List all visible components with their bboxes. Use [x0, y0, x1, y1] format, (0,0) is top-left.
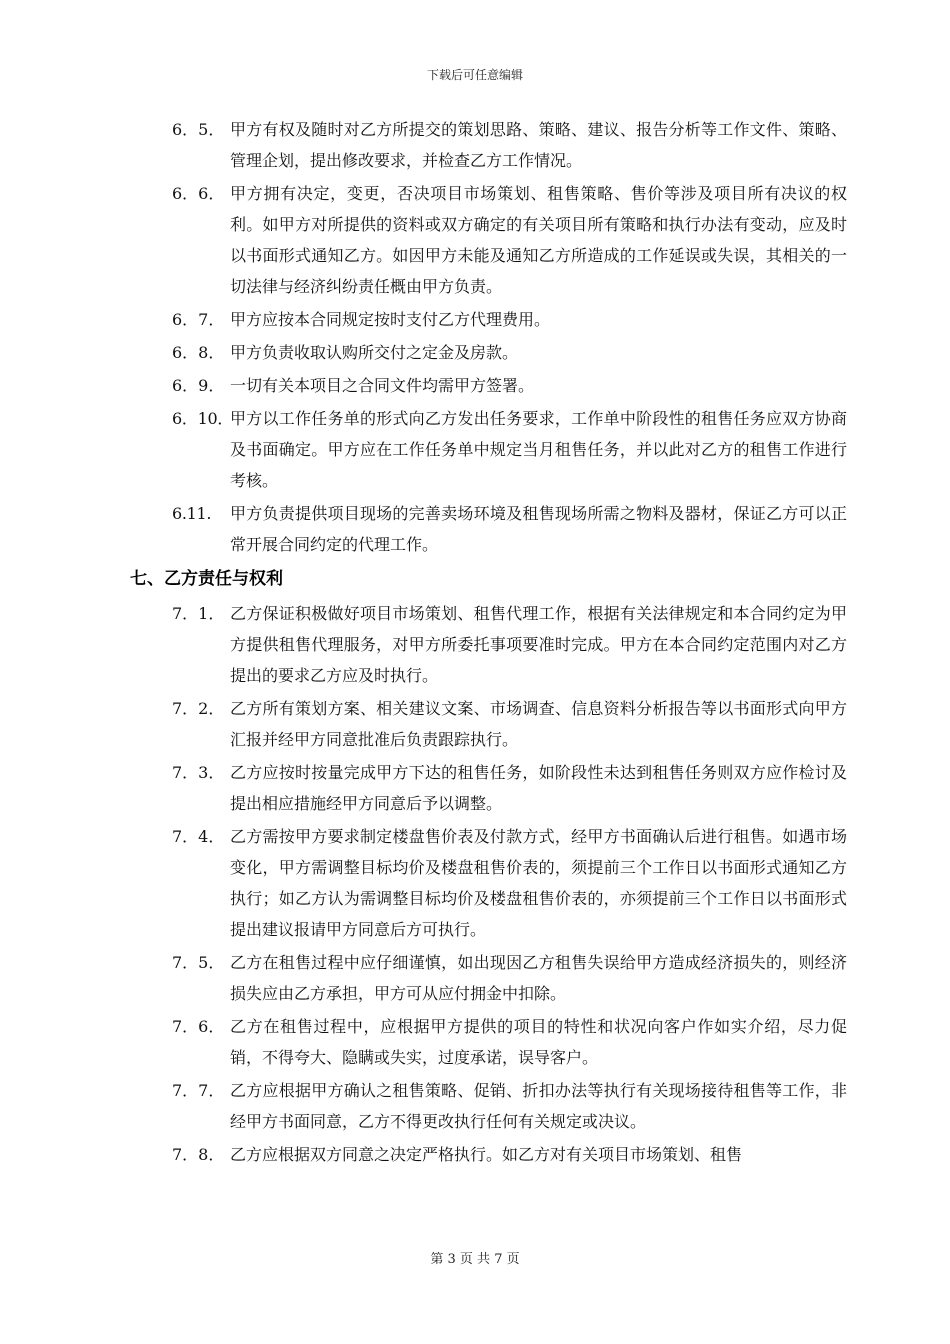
clause-text: 甲方应按本合同规定按时支付乙方代理费用。 [230, 310, 551, 329]
clause-text: 甲方负责提供项目现场的完善卖场环境及租售现场所需之物料及器材，保证乙方可以正常开展合同约定的代理工作。 [230, 504, 847, 554]
clause-number: 7．6． [172, 1017, 225, 1036]
clause-7-7 [172, 1075, 847, 1137]
clause-number: 6．10． [172, 409, 234, 428]
clause-text: 乙方应按时按量完成甲方下达的租售任务，如阶段性未达到租售任务则双方应作检讨及提出相应措施经甲方同意后予以调整。 [230, 763, 847, 813]
clause-text: 甲方拥有决定，变更，否决项目市场策划、租售策略、售价等涉及项目所有决议的权利。如甲方对所提供的资料或双方确定的有关项目所有策略和执行办法有变动，应及时以书面形式通知乙方。如因甲方未能及通知乙方所造成的工作延误或失误，其相关的一切法律与经济纠纷责任概由甲方负责。 [230, 184, 847, 296]
clause-6-9 [172, 370, 847, 401]
clause-text: 甲方以工作任务单的形式向乙方发出任务要求，工作单中阶段性的租售任务应双方协商及书面确定。甲方应在工作任务单中规定当月租售任务，并以此对乙方的租售工作进行考核。 [230, 409, 847, 490]
page-header: 下载后可任意编辑 [426, 68, 523, 82]
clause-number: 7．3． [172, 763, 225, 782]
clause-text: 乙方所有策划方案、相关建议文案、市场调查、信息资料分析报告等以书面形式向甲方汇报并经甲方同意批准后负责跟踪执行。 [230, 699, 847, 749]
clause-number: 7．7． [172, 1081, 225, 1100]
clause-6-11 [172, 498, 847, 560]
clause-number: 6．7． [172, 310, 225, 329]
clause-number: 6.11. [172, 504, 212, 523]
clause-text: 甲方有权及随时对乙方所提交的策划思路、策略、建议、报告分析等工作文件、策略、管理企划，提出修改要求，并检查乙方工作情况。 [230, 120, 847, 170]
clause-6-5 [172, 114, 847, 176]
clause-7-8 [172, 1139, 847, 1170]
clause-7-2 [172, 693, 847, 755]
document-body [0, 114, 950, 1170]
clause-6-7 [172, 304, 847, 335]
clause-number: 7．5． [172, 953, 225, 972]
clause-text: 乙方应根据双方同意之决定严格执行。如乙方对有关项目市场策划、租售 [230, 1145, 743, 1164]
clause-text: 乙方在租售过程中应仔细谨慎，如出现因乙方租售失误给甲方造成经济损失的，则经济损失应由乙方承担，甲方可从应付拥金中扣除。 [230, 953, 847, 1003]
clause-7-4 [172, 821, 847, 945]
clause-number: 7．8． [172, 1145, 225, 1164]
clause-7-3 [172, 757, 847, 819]
clause-6-8 [172, 337, 847, 368]
clause-number: 6．8． [172, 343, 225, 362]
clause-number: 7．4． [172, 827, 225, 846]
clause-text: 乙方在租售过程中，应根据甲方提供的项目的特性和状况向客户作如实介绍，尽力促销，不得夸大、隐瞒或失实，过度承诺，误导客户。 [230, 1017, 847, 1067]
clause-text: 乙方保证积极做好项目市场策划、租售代理工作，根据有关法律规定和本合同约定为甲方提供租售代理服务，对甲方所委托事项要准时完成。甲方在本合同约定范围内对乙方提出的要求乙方应及时执行。 [230, 604, 847, 685]
page-footer: 第 3 页 共 7 页 [430, 1252, 520, 1267]
clause-number: 6．5． [172, 120, 225, 139]
clause-number: 7．2． [172, 699, 225, 718]
clause-text: 乙方需按甲方要求制定楼盘售价表及付款方式，经甲方书面确认后进行租售。如遇市场变化，甲方需调整目标均价及楼盘租售价表的，须提前三个工作日以书面形式通知乙方执行；如乙方认为需调整目标均价及楼盘租售价表的，亦须提前三个工作日以书面形式提出建议报请甲方同意后方可执行。 [230, 827, 847, 939]
clause-7-5 [172, 947, 847, 1009]
clause-6-10 [172, 403, 847, 496]
clause-text: 一切有关本项目之合同文件均需甲方签署。 [230, 376, 535, 395]
clause-7-1 [172, 598, 847, 691]
clause-text: 甲方负责收取认购所交付之定金及房款。 [230, 343, 519, 362]
clause-text: 乙方应根据甲方确认之租售策略、促销、折扣办法等执行有关现场接待租售等工作，非经甲方书面同意，乙方不得更改执行任何有关规定或决议。 [230, 1081, 847, 1131]
clause-number: 6．6． [172, 184, 225, 203]
clause-6-6 [172, 178, 847, 302]
clause-7-6 [172, 1011, 847, 1073]
clause-number: 6．9． [172, 376, 225, 395]
section-title: 七、乙方责任与权利 [130, 569, 283, 589]
clause-number: 7．1． [172, 604, 225, 623]
